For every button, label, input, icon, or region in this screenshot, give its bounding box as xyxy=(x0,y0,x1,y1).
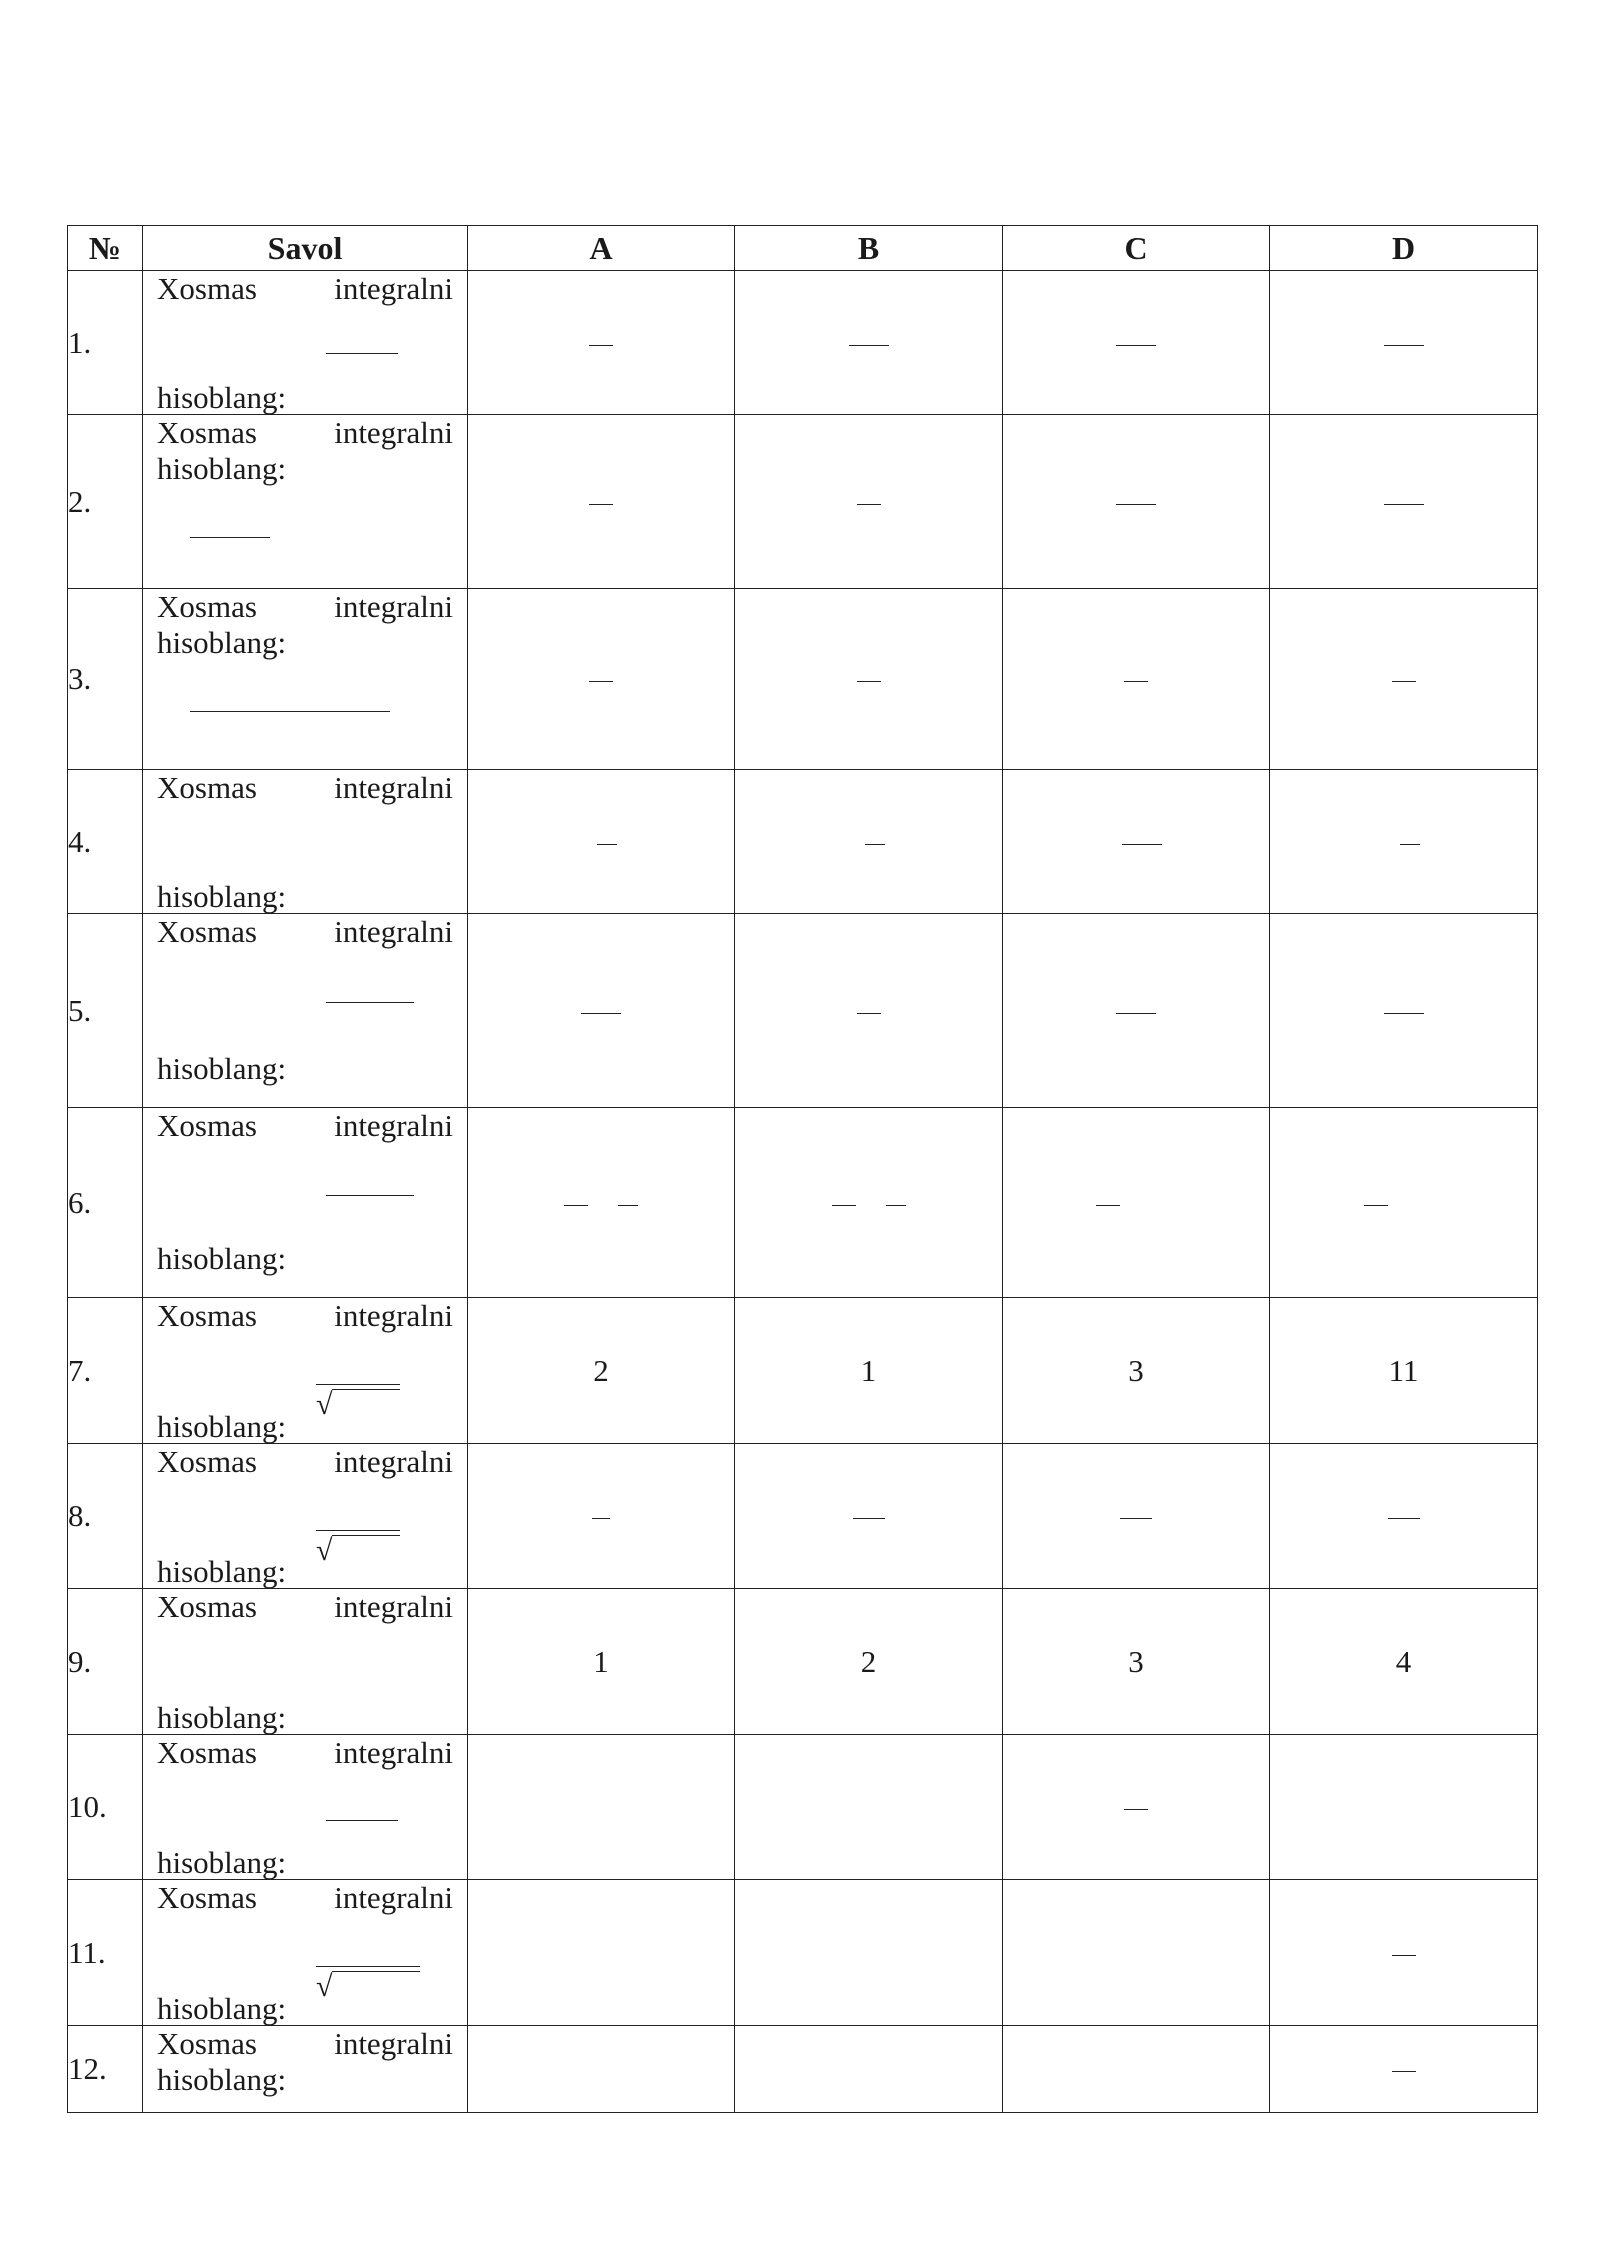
header-row xyxy=(68,226,1538,271)
table-row xyxy=(68,1444,1538,1589)
question-word: integralni xyxy=(334,415,453,450)
option-d-cell xyxy=(1270,415,1538,589)
fraction-line xyxy=(1392,681,1416,682)
fraction-line xyxy=(326,1002,414,1003)
fraction-line xyxy=(865,844,885,845)
table-row xyxy=(68,914,1538,1108)
question-number: 9. xyxy=(68,1589,143,1735)
option-c-cell xyxy=(1003,1108,1270,1298)
option-a-value: 1 xyxy=(593,1643,609,1679)
question-word: hisoblang: xyxy=(157,1845,287,1880)
question-word: hisoblang: xyxy=(157,1700,287,1735)
question-word: Xosmas xyxy=(157,1108,257,1143)
fraction-line xyxy=(316,1530,400,1531)
option-d-cell xyxy=(1270,271,1538,415)
sqrt-bar xyxy=(332,1971,420,1972)
question-word: hisoblang: xyxy=(157,1991,287,2026)
option-d-cell xyxy=(1270,1735,1538,1880)
fraction-line xyxy=(857,681,881,682)
question-word: integralni xyxy=(334,589,453,624)
table-row xyxy=(68,770,1538,914)
option-a-cell xyxy=(468,1735,735,1880)
question-number: 8. xyxy=(68,1444,143,1589)
option-d-value: 4 xyxy=(1395,1643,1412,1679)
question-word: Xosmas xyxy=(157,1589,257,1624)
question-word: integralni xyxy=(334,271,453,306)
fraction-line xyxy=(326,1820,398,1821)
fraction-line xyxy=(316,1966,420,1967)
option-c-cell xyxy=(1003,1589,1270,1735)
fraction-line xyxy=(589,681,613,682)
question-word: hisoblang: xyxy=(157,1051,287,1086)
option-d-cell xyxy=(1270,2026,1538,2113)
option-a-cell xyxy=(468,589,735,770)
question-word: Xosmas xyxy=(157,589,257,624)
question-cell xyxy=(143,1298,468,1444)
fraction-line xyxy=(1120,1518,1152,1519)
option-d-cell xyxy=(1270,914,1538,1108)
fraction-line xyxy=(1384,1013,1424,1014)
option-c-value: 3 xyxy=(1128,1643,1144,1679)
option-a-cell xyxy=(468,770,735,914)
fraction-line xyxy=(326,353,398,354)
option-d-cell xyxy=(1270,1880,1538,2026)
fraction-line xyxy=(857,1013,881,1014)
fraction-line xyxy=(832,1205,856,1206)
fraction-line xyxy=(190,711,390,712)
question-word: Xosmas xyxy=(157,415,257,450)
fraction-line xyxy=(1400,844,1420,845)
fraction-line xyxy=(1116,504,1156,505)
question-word: Xosmas xyxy=(157,1735,257,1770)
question-number: 2. xyxy=(68,415,143,589)
option-d-cell xyxy=(1270,1589,1538,1735)
question-number: 12. xyxy=(68,2026,143,2113)
question-word: integralni xyxy=(334,1298,453,1333)
option-c-cell xyxy=(1003,271,1270,415)
fraction-line xyxy=(1122,844,1162,845)
option-a-cell xyxy=(468,1298,735,1444)
fraction-line xyxy=(1392,2071,1416,2072)
option-b-value: 1 xyxy=(860,1352,877,1388)
question-word: hisoblang: xyxy=(157,2062,287,2097)
header-number: № xyxy=(68,226,143,271)
question-word: Xosmas xyxy=(157,2026,257,2061)
table-row xyxy=(68,589,1538,770)
fraction-line xyxy=(1116,345,1156,346)
table-row xyxy=(68,271,1538,415)
option-c-cell xyxy=(1003,770,1270,914)
option-b-cell xyxy=(735,1444,1003,1589)
fraction-line xyxy=(589,345,613,346)
question-cell xyxy=(143,1108,468,1298)
question-cell xyxy=(143,914,468,1108)
question-word: integralni xyxy=(334,2026,453,2061)
option-d-value: 11 xyxy=(1388,1352,1419,1388)
question-word: Xosmas xyxy=(157,271,257,306)
quiz-table xyxy=(67,225,1538,2113)
option-c-cell xyxy=(1003,2026,1270,2113)
option-b-value: 2 xyxy=(860,1643,877,1679)
question-cell xyxy=(143,415,468,589)
option-a-cell xyxy=(468,914,735,1108)
question-number: 3. xyxy=(68,589,143,770)
question-word: hisoblang: xyxy=(157,1241,287,1276)
option-b-cell xyxy=(735,1108,1003,1298)
fraction-line xyxy=(1388,1518,1420,1519)
question-word: hisoblang: xyxy=(157,879,287,914)
table-row xyxy=(68,2026,1538,2113)
question-word: Xosmas xyxy=(157,770,257,805)
header-option-b: B xyxy=(735,226,1003,271)
fraction-line xyxy=(1364,1205,1388,1206)
option-a-cell xyxy=(468,415,735,589)
table-row xyxy=(68,1880,1538,2026)
question-word: integralni xyxy=(334,1589,453,1624)
question-word: integralni xyxy=(334,770,453,805)
question-number: 11. xyxy=(68,1880,143,2026)
question-cell xyxy=(143,589,468,770)
question-cell xyxy=(143,271,468,415)
question-word: Xosmas xyxy=(157,1880,257,1915)
fraction-line xyxy=(1124,681,1148,682)
option-b-cell xyxy=(735,770,1003,914)
option-c-cell xyxy=(1003,1880,1270,2026)
fraction-line xyxy=(190,537,270,538)
sqrt-symbol: √ xyxy=(316,1534,333,1567)
fraction-line xyxy=(597,844,617,845)
question-word: integralni xyxy=(334,1880,453,1915)
question-cell xyxy=(143,1444,468,1589)
table-row xyxy=(68,1735,1538,1880)
option-a-cell xyxy=(468,1108,735,1298)
option-d-cell xyxy=(1270,770,1538,914)
option-b-cell xyxy=(735,2026,1003,2113)
table-row xyxy=(68,1108,1538,1298)
option-b-cell xyxy=(735,1589,1003,1735)
fraction-line xyxy=(857,504,881,505)
option-b-cell xyxy=(735,271,1003,415)
option-d-cell xyxy=(1270,589,1538,770)
question-number: 7. xyxy=(68,1298,143,1444)
option-a-cell xyxy=(468,1589,735,1735)
option-c-cell xyxy=(1003,415,1270,589)
question-cell xyxy=(143,770,468,914)
option-b-cell xyxy=(735,1880,1003,2026)
question-cell xyxy=(143,2026,468,2113)
question-word: Xosmas xyxy=(157,914,257,949)
fraction-line xyxy=(1384,345,1424,346)
header-option-d: D xyxy=(1270,226,1538,271)
option-c-cell xyxy=(1003,1298,1270,1444)
option-b-cell xyxy=(735,1298,1003,1444)
fraction-line xyxy=(1116,1013,1156,1014)
fraction-line xyxy=(849,345,889,346)
question-cell xyxy=(143,1735,468,1880)
fraction-line xyxy=(326,1195,414,1196)
option-d-cell xyxy=(1270,1298,1538,1444)
question-word: Xosmas xyxy=(157,1298,257,1333)
fraction-line xyxy=(1096,1205,1120,1206)
fraction-line xyxy=(618,1205,638,1206)
option-b-cell xyxy=(735,415,1003,589)
option-c-value: 3 xyxy=(1128,1352,1144,1388)
sqrt-bar xyxy=(332,1389,400,1390)
fraction-line xyxy=(1384,504,1424,505)
header-option-c: C xyxy=(1003,226,1270,271)
option-c-cell xyxy=(1003,1735,1270,1880)
question-number: 5. xyxy=(68,914,143,1108)
question-word: integralni xyxy=(334,1735,453,1770)
question-word: hisoblang: xyxy=(157,380,287,415)
question-number: 4. xyxy=(68,770,143,914)
header-question: Savol xyxy=(143,226,468,271)
table-row xyxy=(68,1298,1538,1444)
sqrt-symbol: √ xyxy=(316,1388,333,1421)
table-row xyxy=(68,415,1538,589)
option-b-cell xyxy=(735,914,1003,1108)
fraction-line xyxy=(1124,1809,1148,1810)
fraction-line xyxy=(581,1013,621,1014)
question-number: 1. xyxy=(68,271,143,415)
question-number: 6. xyxy=(68,1108,143,1298)
option-d-cell xyxy=(1270,1444,1538,1589)
fraction-line xyxy=(589,504,613,505)
question-word: integralni xyxy=(334,1444,453,1479)
header-option-a: A xyxy=(468,226,735,271)
option-a-value: 2 xyxy=(593,1352,609,1388)
fraction-line xyxy=(564,1205,588,1206)
option-a-cell xyxy=(468,2026,735,2113)
question-word: integralni xyxy=(334,914,453,949)
question-cell xyxy=(143,1589,468,1735)
fraction-line xyxy=(853,1518,885,1519)
option-a-cell xyxy=(468,1880,735,2026)
sqrt-symbol: √ xyxy=(316,1970,333,2003)
option-d-cell xyxy=(1270,1108,1538,1298)
option-c-cell xyxy=(1003,589,1270,770)
fraction-line xyxy=(592,1518,610,1519)
question-cell xyxy=(143,1880,468,2026)
question-word: hisoblang: xyxy=(157,451,287,486)
question-word: hisoblang: xyxy=(157,1554,287,1589)
question-word: integralni xyxy=(334,1108,453,1143)
option-c-cell xyxy=(1003,914,1270,1108)
question-word: hisoblang: xyxy=(157,1409,287,1444)
table-row xyxy=(68,1589,1538,1735)
fraction-line xyxy=(316,1384,400,1385)
fraction-line xyxy=(1392,1955,1416,1956)
question-number: 10. xyxy=(68,1735,143,1880)
option-b-cell xyxy=(735,589,1003,770)
sqrt-bar xyxy=(332,1535,400,1536)
option-a-cell xyxy=(468,1444,735,1589)
option-c-cell xyxy=(1003,1444,1270,1589)
question-word: Xosmas xyxy=(157,1444,257,1479)
question-word: hisoblang: xyxy=(157,625,287,660)
option-b-cell xyxy=(735,1735,1003,1880)
option-a-cell xyxy=(468,271,735,415)
fraction-line xyxy=(886,1205,906,1206)
